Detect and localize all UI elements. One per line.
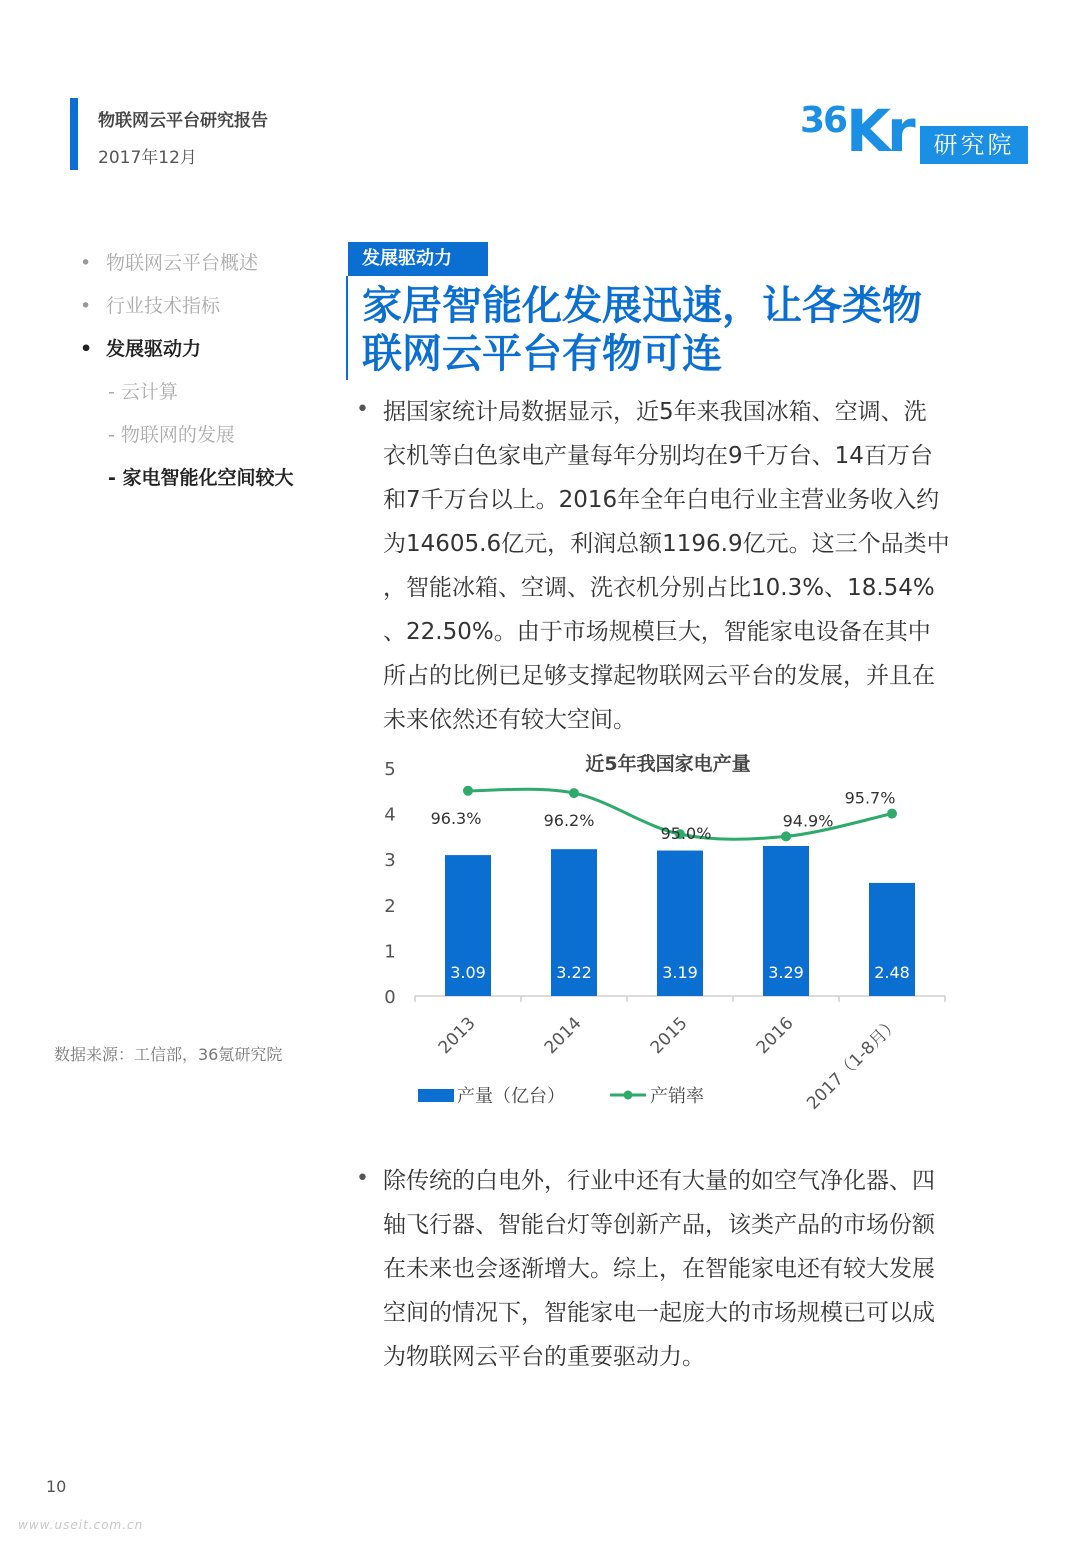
paragraph-line: 所占的比例已足够支撑起物联网云平台的发展，并且在 — [383, 663, 935, 689]
y-tick-label: 5 — [384, 759, 396, 780]
x-tick-label: 2015 — [646, 1013, 692, 1059]
nav-item-drivers[interactable] — [80, 334, 201, 361]
production-chart — [360, 745, 980, 1130]
nav-subitem-label: 物联网的发展 — [120, 424, 235, 446]
section-divider — [346, 276, 348, 380]
nav-item-label: 发展驱动力 — [106, 338, 202, 360]
legend-swatch-point — [624, 1091, 633, 1100]
title-line: 家居智能化发展迅速，让各类物 — [362, 283, 922, 329]
x-tick-label: 2013 — [434, 1013, 480, 1059]
bar-value-label: 3.19 — [662, 963, 698, 982]
paragraph-bullet: • — [356, 1166, 369, 1191]
logo-subtitle: 研究院 — [920, 126, 1028, 164]
paragraph-line: 未来依然还有较大空间。 — [383, 707, 636, 733]
paragraph-line: 除传统的白电外，行业中还有大量的如空气净化器、四 — [383, 1168, 935, 1194]
paragraph-line: 在未来也会逐渐增大。综上，在智能家电还有较大发展 — [383, 1256, 935, 1282]
line-point — [569, 788, 579, 798]
paragraph-line: ，智能冰箱、空调、洗衣机分别占比10.3%、18.54% — [383, 575, 935, 601]
nav-item-label: 物联网云平台概述 — [106, 252, 259, 274]
nav-subitem-label: 家电智能化空间较大 — [122, 467, 294, 489]
line-point — [781, 831, 791, 841]
paragraph-line: 为物联网云平台的重要驱动力。 — [383, 1344, 705, 1370]
bar-value-label: 3.22 — [556, 963, 592, 982]
legend-label: 产量（亿台） — [457, 1086, 565, 1107]
y-tick-label: 0 — [384, 987, 396, 1008]
paragraph-2 — [383, 1159, 983, 1379]
line-value-label: 95.0% — [660, 824, 712, 844]
nav-item-overview[interactable] — [80, 248, 258, 275]
line-value-label: 95.7% — [844, 788, 896, 808]
paragraph-line: 、22.50%。由于市场规模巨大，智能家电设备在其中 — [383, 619, 931, 645]
nav-subitem-label: 云计算 — [120, 381, 178, 403]
nav-subitem-appliance[interactable] — [108, 463, 294, 490]
nav-dash: - — [108, 381, 115, 403]
nav-subitem-iot[interactable] — [108, 420, 235, 447]
line-value-label: 94.9% — [782, 811, 834, 831]
report-title: 物联网云平台研究报告 — [98, 111, 268, 131]
logo-number: 36 — [800, 100, 847, 141]
bar-value-label: 3.29 — [768, 963, 804, 982]
nav-item-label: 行业技术指标 — [106, 295, 221, 317]
y-tick-label: 1 — [384, 941, 396, 963]
paragraph-line: 轴飞行器、智能台灯等创新产品，该类产品的市场份额 — [383, 1212, 935, 1238]
title-line: 联网云平台有物可连 — [362, 331, 722, 377]
chart-title: 近5年我国家电产量 — [585, 753, 751, 775]
line-value-label: 96.2% — [543, 811, 595, 831]
nav-subitem-cloud[interactable] — [108, 377, 178, 404]
y-tick-label: 3 — [384, 850, 396, 872]
paragraph-line: 和7千万台以上。2016年全年白电行业主营业务收入约 — [383, 487, 940, 513]
paragraph-line: 衣机等白色家电产量每年分别均在9千万台、14百万台 — [383, 443, 933, 469]
legend-label: 产销率 — [650, 1086, 704, 1107]
bar-value-label: 2.48 — [874, 963, 910, 982]
nav-bullet: • — [80, 252, 92, 274]
y-tick-label: 4 — [384, 804, 396, 826]
nav-dash: - — [108, 424, 115, 446]
nav-bullet: • — [80, 295, 92, 317]
brand-logo — [800, 97, 1030, 170]
line-point — [463, 786, 473, 796]
paragraph-line: 空间的情况下，智能家电一起庞大的市场规模已可以成 — [383, 1300, 935, 1326]
line-point — [887, 809, 897, 819]
paragraph-1 — [383, 390, 983, 742]
section-title — [362, 282, 1002, 378]
paragraph-line: 为14605.6亿元，利润总额1196.9亿元。这三个品类中 — [383, 531, 950, 557]
data-source: 数据来源：工信部，36氪研究院 — [54, 1045, 283, 1064]
nav-bullet: • — [80, 338, 93, 360]
watermark: www.useit.com.cn — [18, 1518, 144, 1532]
logo-letters: Kr — [846, 97, 912, 165]
header-accent-bar — [70, 98, 78, 170]
x-tick-label: 2016 — [752, 1013, 798, 1059]
x-tick-label: 2017（1-8月） — [803, 1013, 904, 1114]
x-tick-label: 2014 — [540, 1013, 586, 1059]
nav-dash: - — [108, 467, 116, 489]
line-value-label: 96.3% — [430, 808, 482, 828]
page-number: 10 — [46, 1477, 67, 1496]
report-date: 2017年12月 — [98, 148, 197, 168]
section-tag: 发展驱动力 — [348, 242, 488, 276]
y-tick-label: 2 — [384, 895, 396, 917]
nav-item-tech-indicators[interactable] — [80, 291, 220, 318]
paragraph-line: 据国家统计局数据显示，近5年来我国冰箱、空调、洗 — [383, 399, 927, 425]
bar-value-label: 3.09 — [450, 963, 486, 982]
legend-swatch-bar — [418, 1089, 454, 1102]
paragraph-bullet: • — [356, 397, 369, 422]
